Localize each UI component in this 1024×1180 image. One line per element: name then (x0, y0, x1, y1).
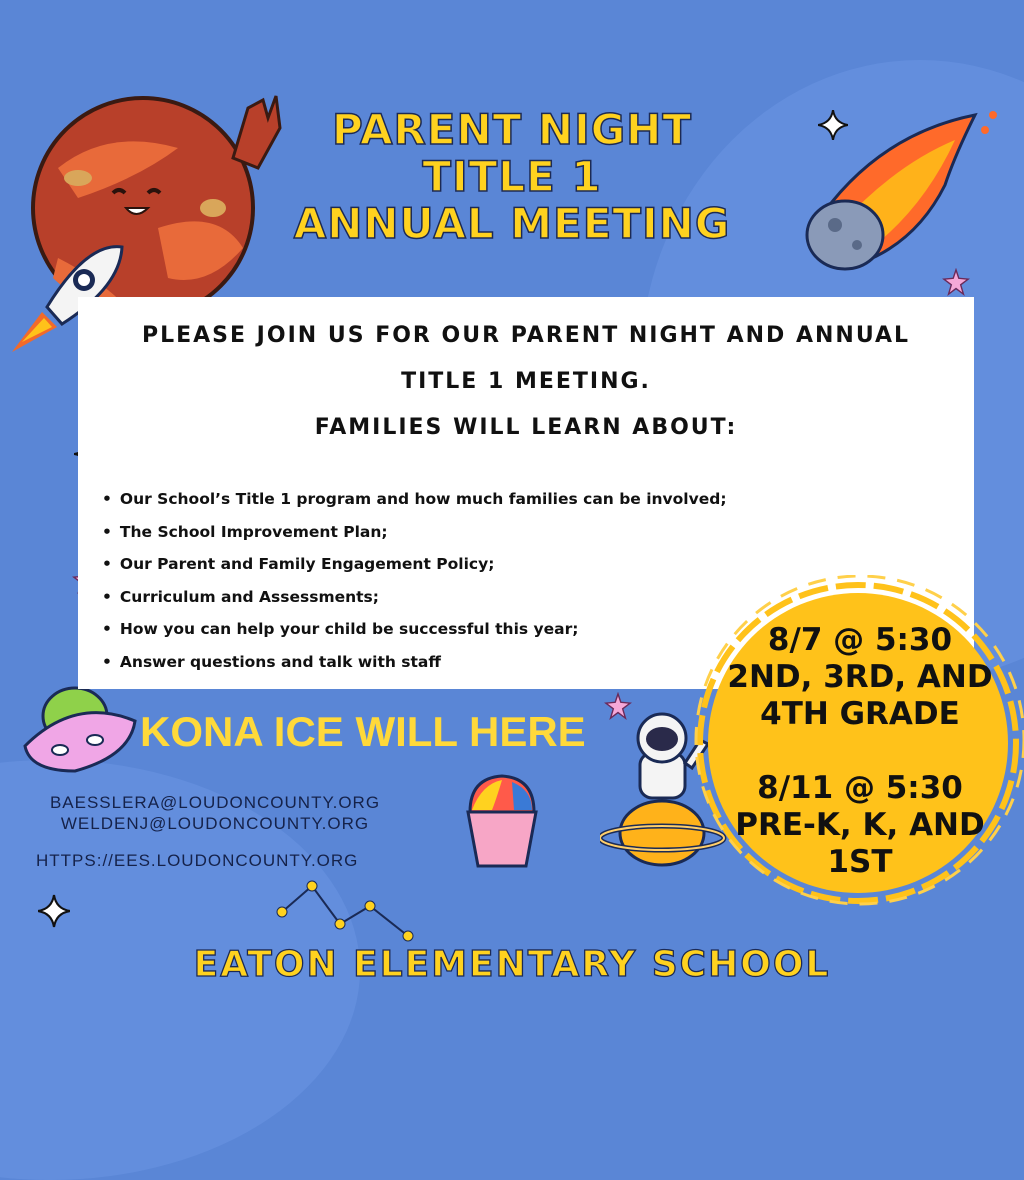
intro-line: FAMILIES WILL LEARN ABOUT: (314, 415, 738, 440)
sparkle-icon (38, 894, 70, 928)
session-grades: 2ND, 3RD, AND (727, 659, 993, 695)
list-item: • Curriculum and Assessments; (102, 581, 727, 614)
kona-ice-note: KONA ICE WILL HERE (140, 708, 586, 755)
session-grades: 4TH GRADE (760, 696, 960, 732)
intro-line: PLEASE JOIN US FOR OUR PARENT NIGHT AND ANNUAL (141, 323, 911, 348)
snow-cone-icon (462, 770, 542, 870)
email-link[interactable]: WELDENJ@LOUDONCOUNTY.ORG (60, 814, 370, 833)
page-title (0, 106, 1024, 247)
contact-emails (30, 792, 400, 834)
pink-star-icon (942, 268, 970, 296)
title-line: ANNUAL MEETING (293, 199, 731, 248)
title-line: PARENT NIGHT (332, 105, 692, 154)
session-grades: 1ST (827, 844, 893, 880)
session-time: 8/11 @ 5:30 (757, 770, 963, 806)
email-link[interactable]: BAESSLERA@LOUDONCOUNTY.ORG (49, 793, 381, 812)
session-dates (700, 622, 1020, 881)
list-item: • Our School’s Title 1 program and how much families can be involved; (102, 483, 727, 516)
intro-text (78, 313, 974, 451)
list-item: • Our Parent and Family Engagement Policy; (102, 548, 727, 581)
ufo-icon (20, 676, 140, 776)
session-grades: PRE-K, K, AND (735, 807, 985, 843)
school-name: EATON ELEMENTARY SCHOOL (193, 944, 831, 985)
constellation-icon (270, 872, 420, 944)
school-website-link[interactable]: HTTPS://EES.LOUDONCOUNTY.ORG (36, 851, 359, 870)
list-item: • The School Improvement Plan; (102, 516, 727, 549)
topics-list (102, 483, 727, 678)
title-line: TITLE 1 (422, 152, 602, 201)
session-time: 8/7 @ 5:30 (767, 622, 953, 658)
intro-line: TITLE 1 MEETING. (401, 369, 651, 394)
list-item: • How you can help your child be successful this year; (102, 613, 727, 646)
list-item: • Answer questions and talk with staff (102, 646, 727, 679)
